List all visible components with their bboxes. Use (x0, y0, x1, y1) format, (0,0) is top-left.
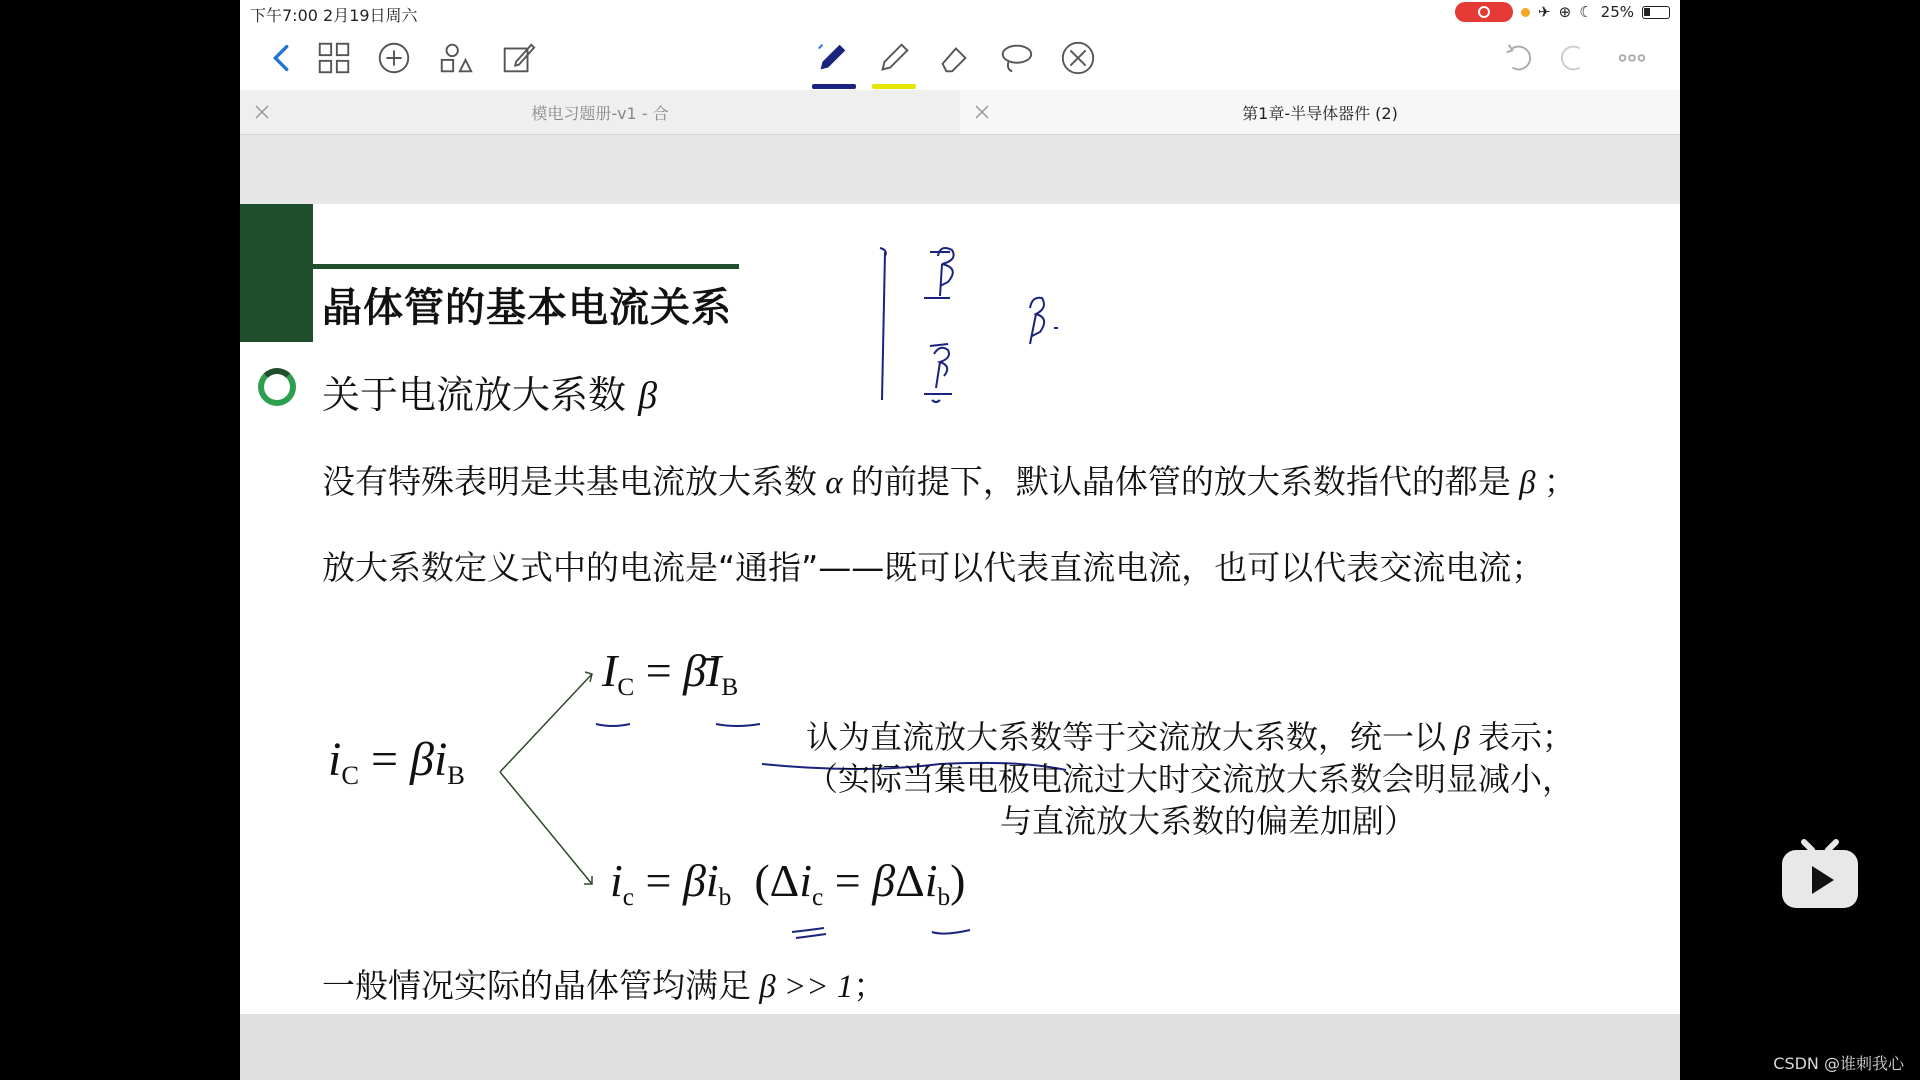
slide-title: 晶体管的基本电流关系 (322, 285, 732, 331)
slide-page[interactable] (240, 204, 1680, 1014)
add-icon[interactable] (372, 36, 416, 80)
line-alpha-beta: 没有特殊表明是共基电流放大系数 α 的前提下，默认晶体管的放大系数指代的都是 β ； (322, 462, 1577, 501)
pen-color-bar (812, 84, 856, 89)
shapes-icon[interactable] (434, 36, 478, 80)
tab-label: 模电习题册-v1 - 合 (531, 103, 669, 123)
page-gap (240, 1014, 1680, 1080)
mic-dot-icon (1521, 8, 1530, 17)
eraser-icon[interactable] (932, 36, 976, 80)
close-tab-icon[interactable] (972, 102, 992, 122)
redo-icon[interactable] (1550, 36, 1594, 80)
edit-icon[interactable] (496, 36, 540, 80)
status-bar (240, 0, 1680, 26)
ipad-screen (240, 0, 1680, 1080)
annotation-layer (240, 204, 1680, 1014)
document-tabs (240, 90, 1680, 135)
lasso-icon[interactable] (994, 36, 1038, 80)
grid-icon[interactable] (312, 36, 356, 80)
highlighter-icon[interactable] (872, 36, 916, 80)
close-circle-icon[interactable] (1056, 36, 1100, 80)
tab-label: 第1章-半导体器件 (2) (1242, 103, 1398, 123)
formula-ic-beta-ib: $i_C = \beta i_B$ (328, 733, 465, 791)
line-general-current: 放大系数定义式中的电流是“通指”——既可以代表直流电流，也可以代表交流电流； (322, 548, 1545, 587)
formula-dc: $I_C$ = $\betāI_B$ (602, 645, 739, 701)
note-line-2: （实际当集电极电流过大时交流放大系数会明显减小， (806, 760, 1575, 798)
line-beta-condition: 一般情况实际的晶体管均满足 β >> 1； (322, 966, 887, 1005)
arrow-down (500, 772, 592, 884)
slide-subtitle: 关于电流放大系数 β (322, 373, 658, 417)
handwritten-notes (596, 248, 1066, 938)
arrow-up (500, 674, 592, 772)
highlighter-color-bar (872, 84, 916, 89)
moon-icon: ☾ (1579, 3, 1593, 21)
tab-chapter-1[interactable] (960, 90, 1680, 134)
status-right (1455, 2, 1670, 22)
more-icon[interactable] (1610, 36, 1654, 80)
note-line-1: 认为直流放大系数等于交流放大系数，统一以 β 表示； (806, 718, 1574, 756)
bilibili-play-icon[interactable] (1780, 836, 1860, 910)
recording-indicator-icon[interactable] (1455, 2, 1513, 22)
note-line-3: 与直流放大系数的偏差加剧） (1000, 802, 1417, 840)
toolbar (240, 26, 1680, 90)
watermark: CSDN @谁刺我心 (1773, 1054, 1904, 1073)
back-icon[interactable] (260, 36, 304, 80)
undo-icon[interactable] (1498, 36, 1542, 80)
battery-percent: 25% (1600, 3, 1634, 21)
tab-exercise-book[interactable] (240, 90, 960, 134)
airplane-icon: ✈ (1538, 3, 1551, 21)
close-tab-icon[interactable] (252, 102, 272, 122)
formula-ac: $i_c = \beta i_b$ $(\Delta i_c = \beta\Delta i_b)$ (610, 855, 966, 911)
battery-icon (1642, 6, 1670, 19)
status-time: 下午7:00 2月19日周六 (250, 6, 418, 25)
orientation-lock-icon: ⊕ (1558, 3, 1572, 21)
pen-icon[interactable] (810, 36, 854, 80)
